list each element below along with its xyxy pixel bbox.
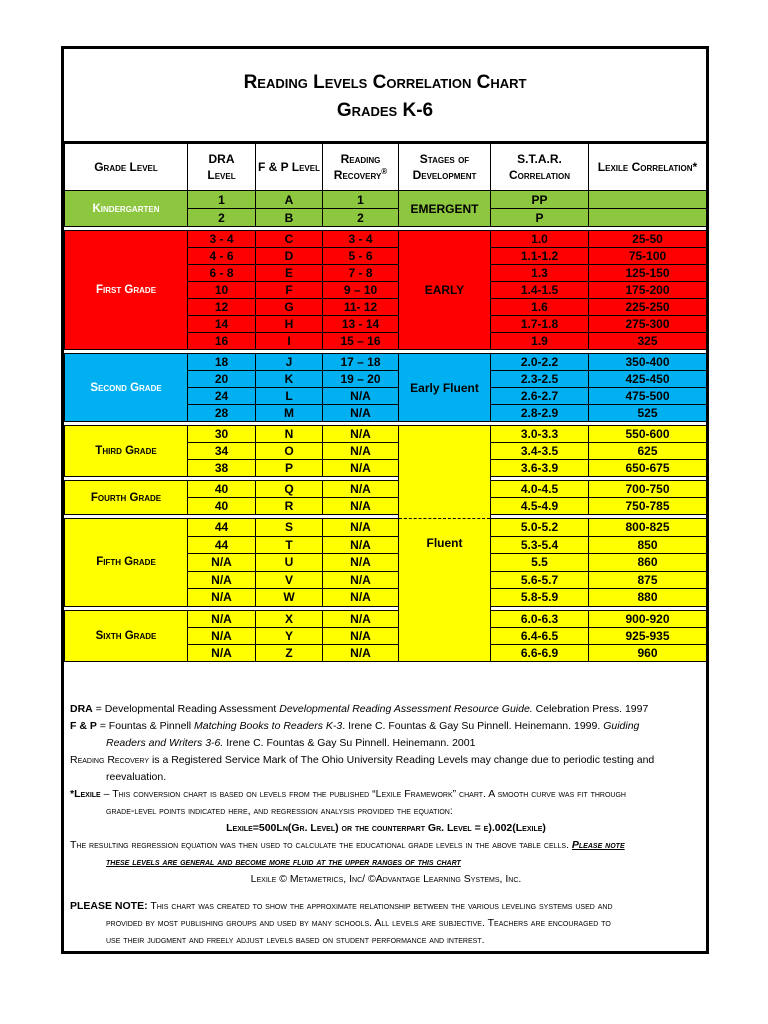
fp-cell: B [256, 209, 323, 227]
lexile-cell [589, 209, 707, 227]
rr-cell: N/A [323, 498, 399, 515]
dra-cell: 20 [188, 371, 256, 388]
page-title: Reading Levels Correlation Chart [243, 72, 527, 93]
fp-cell: H [256, 316, 323, 333]
fp-cell: Y [256, 627, 323, 644]
rr-cell: 19 – 20 [323, 371, 399, 388]
note-please-note-cont2: use their judgment and freely adjust levels based on student performance and interest. [106, 934, 485, 946]
dra-cell: 10 [188, 282, 256, 299]
note-fp-cont: Readers and Writers 3-6. Irene C. Fountas & Gay Su Pinnell. Heinemann. 2001 [106, 737, 476, 749]
fp-cell: C [256, 231, 323, 248]
star-cell: 1.6 [491, 299, 589, 316]
dra-cell: 3 - 4 [188, 231, 256, 248]
star-cell: 2.8-2.9 [491, 405, 589, 422]
star-cell: P [491, 209, 589, 227]
table-row [65, 231, 707, 248]
rr-cell: 17 – 18 [323, 354, 399, 371]
fp-cell: O [256, 443, 323, 460]
fp-cell: Q [256, 481, 323, 498]
star-cell: 1.4-1.5 [491, 282, 589, 299]
table-row [65, 426, 707, 443]
rr-cell: 9 – 10 [323, 282, 399, 299]
header-star: S.T.A.R. Correlation [491, 144, 589, 191]
table-row [65, 519, 707, 537]
fp-cell: T [256, 536, 323, 554]
fp-cell: W [256, 589, 323, 607]
rr-cell: 7 - 8 [323, 265, 399, 282]
rr-cell: 3 - 4 [323, 231, 399, 248]
rr-cell: 2 [323, 209, 399, 227]
dra-cell: 34 [188, 443, 256, 460]
header-stages: Stages of Development [399, 144, 491, 191]
lexile-cell: 75-100 [589, 248, 707, 265]
lexile-cell: 350-400 [589, 354, 707, 371]
notes-section [70, 701, 702, 949]
rr-cell: N/A [323, 519, 399, 537]
fp-cell: S [256, 519, 323, 537]
lexile-cell: 225-250 [589, 299, 707, 316]
star-cell: 1.9 [491, 333, 589, 350]
note-spacer [70, 888, 702, 898]
rr-cell: N/A [323, 554, 399, 572]
lexile-cell: 275-300 [589, 316, 707, 333]
star-cell: 5.6-5.7 [491, 571, 589, 589]
lexile-cell: 925-935 [589, 627, 707, 644]
note-lexile: *Lexile – This conversion chart is based on levels from the published “Lexile Framework” chart. A smooth curve was fit through [70, 788, 626, 800]
lexile-cell: 875 [589, 571, 707, 589]
fp-cell: Z [256, 644, 323, 661]
dra-cell: N/A [188, 644, 256, 661]
rr-cell: 1 [323, 191, 399, 209]
rr-cell: 13 - 14 [323, 316, 399, 333]
dra-cell: 12 [188, 299, 256, 316]
note-fp: F & P = Fountas & Pinnell Matching Books to Readers K-3. Irene C. Fountas & Gay Su Pinnell. Heinemann. 1999. Guiding [70, 720, 640, 732]
fp-cell: I [256, 333, 323, 350]
page-subtitle: Grades K-6 [336, 100, 434, 121]
dra-cell: N/A [188, 554, 256, 572]
star-cell: 5.0-5.2 [491, 519, 589, 537]
fp-cell: M [256, 405, 323, 422]
stage-cell: Early Fluent [399, 354, 491, 422]
rr-cell: N/A [323, 460, 399, 477]
dra-cell: 6 - 8 [188, 265, 256, 282]
rr-cell: N/A [323, 644, 399, 661]
dra-cell: 2 [188, 209, 256, 227]
fp-cell: X [256, 610, 323, 627]
note-please-note: PLEASE NOTE: This chart was created to show the approximate relationship between the various leveling systems used and [70, 900, 613, 912]
fp-cell: A [256, 191, 323, 209]
grade-level-cell: Sixth Grade [65, 610, 188, 661]
fp-cell: N [256, 426, 323, 443]
header-grade-level: Grade Level [65, 144, 188, 191]
star-cell: 3.0-3.3 [491, 426, 589, 443]
star-cell: 2.6-2.7 [491, 388, 589, 405]
fp-cell: K [256, 371, 323, 388]
lexile-cell: 425-450 [589, 371, 707, 388]
note-copyright: Lexile © Metametrics, Inc/ ©Advantage Learning Systems, Inc. [250, 873, 522, 885]
note-lexile-cont: grade-level points indicated here, and regression analysis provided the equation: [106, 805, 453, 817]
lexile-cell: 325 [589, 333, 707, 350]
header-dra-level: DRA Level [188, 144, 256, 191]
star-cell: 5.3-5.4 [491, 536, 589, 554]
star-cell: 1.7-1.8 [491, 316, 589, 333]
stage-cell: EARLY [399, 231, 491, 350]
star-cell: 1.0 [491, 231, 589, 248]
fp-cell: U [256, 554, 323, 572]
table-row [65, 610, 707, 627]
note-regression: The resulting regression equation was then used to calculate the educational grade levels in the above table cells. Please note [70, 839, 625, 851]
star-cell: 3.4-3.5 [491, 443, 589, 460]
rr-cell: N/A [323, 388, 399, 405]
dra-cell: 1 [188, 191, 256, 209]
table-row [65, 481, 707, 498]
fp-cell: E [256, 265, 323, 282]
star-cell: 2.0-2.2 [491, 354, 589, 371]
correlation-table [64, 143, 707, 662]
lexile-cell: 860 [589, 554, 707, 572]
star-cell: 2.3-2.5 [491, 371, 589, 388]
lexile-cell: 175-200 [589, 282, 707, 299]
star-cell: 4.0-4.5 [491, 481, 589, 498]
lexile-cell: 900-920 [589, 610, 707, 627]
grade-level-cell: Fourth Grade [65, 481, 188, 515]
lexile-cell: 960 [589, 644, 707, 661]
lexile-cell: 125-150 [589, 265, 707, 282]
fp-cell: P [256, 460, 323, 477]
star-cell: 1.1-1.2 [491, 248, 589, 265]
title-block [64, 49, 706, 143]
dra-cell: N/A [188, 627, 256, 644]
table-header-row [65, 144, 707, 191]
grade-level-cell: Kindergarten [65, 191, 188, 227]
header-fp-level: F & P Level [256, 144, 323, 191]
rr-cell: 15 – 16 [323, 333, 399, 350]
dra-cell: 14 [188, 316, 256, 333]
lexile-cell: 700-750 [589, 481, 707, 498]
dra-cell: 40 [188, 481, 256, 498]
rr-cell: N/A [323, 571, 399, 589]
dra-cell: 16 [188, 333, 256, 350]
lexile-cell: 880 [589, 589, 707, 607]
star-cell: 5.8-5.9 [491, 589, 589, 607]
dra-cell: 24 [188, 388, 256, 405]
lexile-cell [589, 191, 707, 209]
dra-cell: 28 [188, 405, 256, 422]
lexile-cell: 475-500 [589, 388, 707, 405]
dra-cell: 38 [188, 460, 256, 477]
lexile-cell: 550-600 [589, 426, 707, 443]
fp-cell: V [256, 571, 323, 589]
stage-label-fluent: Fluent [426, 536, 463, 551]
rr-cell: N/A [323, 481, 399, 498]
stage-cell-fluent [399, 426, 491, 662]
fp-cell: J [256, 354, 323, 371]
stage-divider [399, 518, 490, 519]
dra-cell: 44 [188, 519, 256, 537]
rr-cell: N/A [323, 426, 399, 443]
star-cell: 4.5-4.9 [491, 498, 589, 515]
lexile-cell: 525 [589, 405, 707, 422]
rr-cell: N/A [323, 443, 399, 460]
fp-cell: L [256, 388, 323, 405]
dra-cell: 40 [188, 498, 256, 515]
note-reading-recovery-cont: reevaluation. [106, 771, 167, 783]
dra-cell: N/A [188, 589, 256, 607]
star-cell: 6.6-6.9 [491, 644, 589, 661]
lexile-cell: 800-825 [589, 519, 707, 537]
grade-level-cell: Third Grade [65, 426, 188, 477]
rr-cell: N/A [323, 536, 399, 554]
lexile-cell: 650-675 [589, 460, 707, 477]
star-cell: PP [491, 191, 589, 209]
lexile-cell: 625 [589, 443, 707, 460]
dra-cell: 44 [188, 536, 256, 554]
grade-level-cell: First Grade [65, 231, 188, 350]
stage-cell: EMERGENT [399, 191, 491, 227]
star-cell: 6.4-6.5 [491, 627, 589, 644]
rr-cell: 11- 12 [323, 299, 399, 316]
lexile-cell: 750-785 [589, 498, 707, 515]
star-cell: 1.3 [491, 265, 589, 282]
rr-cell: N/A [323, 589, 399, 607]
dra-cell: N/A [188, 571, 256, 589]
lexile-cell: 25-50 [589, 231, 707, 248]
dra-cell: 4 - 6 [188, 248, 256, 265]
note-regression-cont: these levels are general and become more fluid at the upper ranges of this chart [106, 856, 461, 868]
note-dra: DRA = Developmental Reading Assessment Developmental Reading Assessment Resource Guide. Celebration Press. 1997 [70, 703, 649, 715]
chart-document [61, 46, 709, 954]
grade-level-cell: Fifth Grade [65, 519, 188, 607]
dra-cell: 30 [188, 426, 256, 443]
rr-cell: N/A [323, 405, 399, 422]
grade-level-cell: Second Grade [65, 354, 188, 422]
lexile-cell: 850 [589, 536, 707, 554]
star-cell: 5.5 [491, 554, 589, 572]
header-lexile: Lexile Correlation* [589, 144, 707, 191]
fp-cell: F [256, 282, 323, 299]
rr-cell: N/A [323, 627, 399, 644]
dra-cell: 18 [188, 354, 256, 371]
rr-cell: N/A [323, 610, 399, 627]
star-cell: 3.6-3.9 [491, 460, 589, 477]
note-reading-recovery: Reading Recovery is a Registered Service Mark of The Ohio University Reading Levels may change due to periodic testing and [70, 754, 655, 766]
note-lexile-equation: Lexile=500Ln(Gr. Level) or the counterpart Gr. Level = e).002(Lexile) [226, 822, 546, 834]
table-row [65, 191, 707, 209]
rr-cell: 5 - 6 [323, 248, 399, 265]
star-cell: 6.0-6.3 [491, 610, 589, 627]
note-please-note-cont1: provided by most publishing groups and used by many schools. All levels are subjective. Teachers are encouraged to [106, 917, 611, 929]
dra-cell: N/A [188, 610, 256, 627]
table-body [65, 191, 707, 662]
fp-cell: G [256, 299, 323, 316]
header-reading-recovery: Reading Recovery® [323, 144, 399, 191]
table-row [65, 354, 707, 371]
fp-cell: D [256, 248, 323, 265]
fp-cell: R [256, 498, 323, 515]
